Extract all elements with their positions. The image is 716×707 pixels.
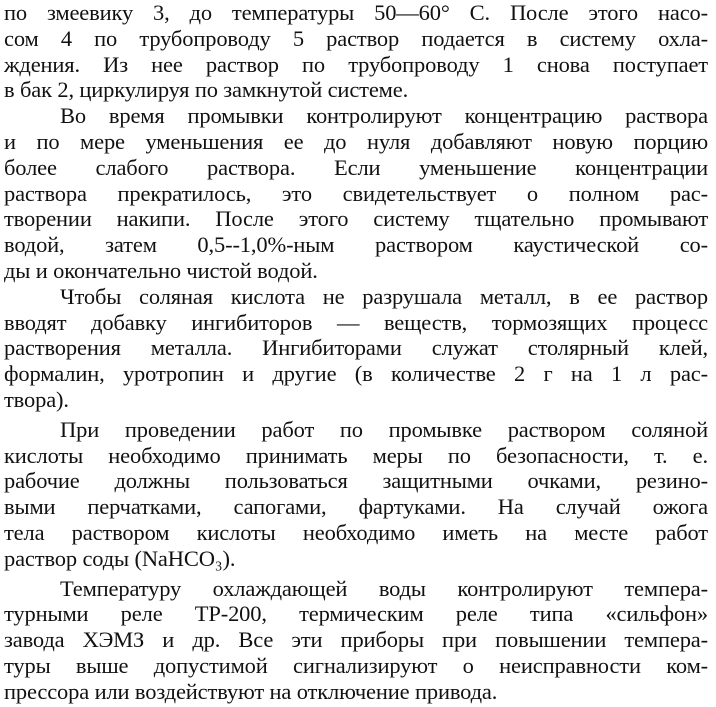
text-line: ды и окончательно чистой водой. [4, 257, 318, 283]
text-line: турными реле ТР-200, термическим реле типа «сильфон» [4, 601, 708, 627]
paragraph-5 [4, 576, 708, 705]
text-line: сом 4 по трубопроводу 5 раствор подается в систему охла- [4, 25, 708, 51]
text-line: При проведении работ по промывке раствором соляной [60, 416, 708, 442]
text-line: твора). [4, 386, 69, 412]
text-line: раствор соды (NaHCO₃). [4, 545, 236, 571]
text-line: вводят добавку ингибиторов — веществ, тормозящих процесс [4, 309, 708, 335]
text-line: ждения. Из нее раствор по трубопроводу 1 снова поступает [4, 51, 708, 77]
text-line: Во время промывки контролируют концентрацию раствора [60, 103, 708, 129]
text-line: формалин, уротропин и другие (в количестве 2 г на 1 л рас- [4, 361, 708, 387]
paragraph-3 [4, 284, 708, 413]
document-page [4, 0, 708, 705]
text-line: Чтобы соляная кислота не разрушала металл, в ее раствор [60, 283, 708, 309]
text-line: водой, затем 0,5--1,0%-ным раствором каустической со- [4, 232, 708, 258]
text-line: тела раствором кислоты необходимо иметь на месте работ [4, 519, 708, 545]
text-line: рабочие должны пользоваться защитными очками, резино- [4, 468, 708, 494]
text-line: Температуру охлаждающей воды контролируют темпера- [60, 575, 708, 601]
text-line: творении накипи. После этого систему тщательно промывают [4, 206, 708, 232]
text-line: более слабого раствора. Если уменьшение концентрации [4, 154, 708, 180]
text-line: кислоты необходимо принимать меры по безопасности, т. е. [4, 442, 708, 468]
text-line: растворения металла. Ингибиторами служат столярный клей, [4, 335, 708, 361]
paragraph-4 [4, 417, 708, 572]
paragraph-1 [4, 0, 708, 103]
text-line: и по мере уменьшения ее до нуля добавляют новую порцию [4, 128, 708, 154]
text-line: в бак 2, циркулируя по замкнутой системе. [4, 77, 409, 103]
text-line: выми перчатками, сапогами, фартуками. На случай ожога [4, 494, 708, 520]
text-line: по змеевику 3, до температуры 50—60° С. После этого насо- [4, 0, 708, 25]
text-line: завода ХЭМЗ и др. Все эти приборы при повышении темпера- [4, 627, 708, 653]
text-line: туры выше допустимой сигнализируют о неисправности ком- [4, 652, 708, 678]
text-line: прессора или воздействуют на отключение привода. [4, 678, 498, 704]
paragraph-2 [4, 103, 708, 284]
text-line: раствора прекратилось, это свидетельствует о полном рас- [4, 180, 708, 206]
